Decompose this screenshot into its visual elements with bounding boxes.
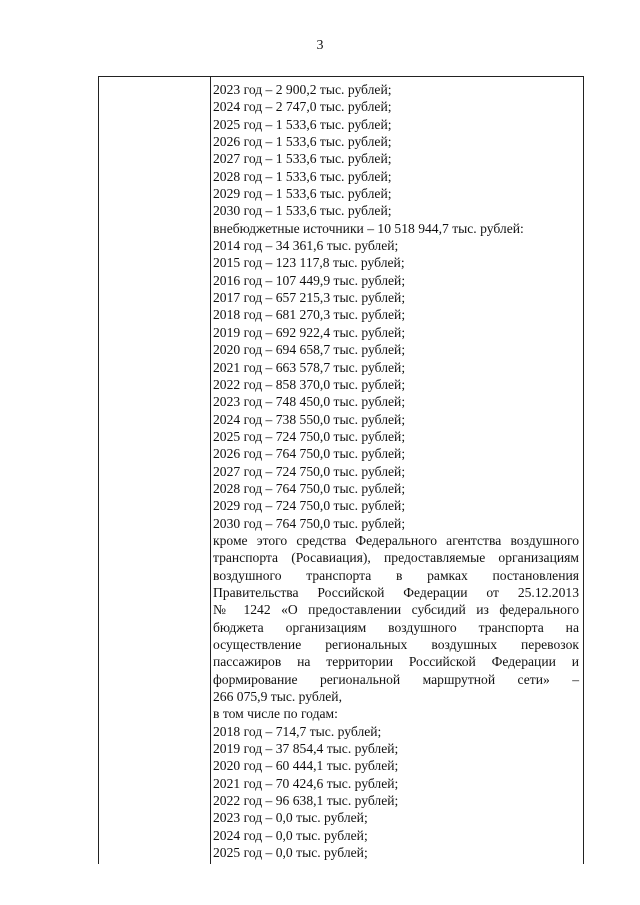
text-line: 2024 год – 0,0 тыс. рублей; (213, 827, 368, 843)
text-line: 2022 год – 96 638,1 тыс. рублей; (213, 793, 399, 809)
text-line: 2025 год – 1 533,6 тыс. рублей; (213, 116, 392, 132)
text-line: 2024 год – 2 747,0 тыс. рублей; (213, 99, 392, 115)
text-line: 2028 год – 764 750,0 тыс. рублей; (213, 480, 406, 496)
text-line: 2017 год – 657 215,3 тыс. рублей; (213, 290, 406, 306)
text-line: 2018 год – 714,7 тыс. рублей; (213, 723, 382, 739)
text-line: 2023 год – 0,0 тыс. рублей; (213, 810, 368, 826)
text-line: осуществление региональных воздушных перевозок (213, 637, 579, 652)
text-line: 2027 год – 1 533,6 тыс. рублей; (213, 151, 392, 167)
text-line: 2019 год – 37 854,4 тыс. рублей; (213, 741, 399, 757)
text-line: 2021 год – 70 424,6 тыс. рублей; (213, 775, 399, 791)
text-line: 2019 год – 692 922,4 тыс. рублей; (213, 324, 406, 340)
text-line: 2015 год – 123 117,8 тыс. рублей; (213, 255, 405, 271)
funding-list-a (213, 81, 579, 532)
text-line: 2023 год – 748 450,0 тыс. рублей; (213, 394, 406, 410)
text-line: 2030 год – 764 750,0 тыс. рублей; (213, 515, 406, 531)
text-line: 2029 год – 724 750,0 тыс. рублей; (213, 498, 406, 514)
text-line: 2022 год – 858 370,0 тыс. рублей; (213, 376, 406, 392)
text-line: 2029 год – 1 533,6 тыс. рублей; (213, 186, 392, 202)
text-line: 2030 год – 1 533,6 тыс. рублей; (213, 203, 392, 219)
document-table (98, 76, 584, 864)
text-line: 2014 год – 34 361,6 тыс. рублей; (213, 238, 399, 254)
text-line: транспорта (Росавиация), предоставляемые организациям (213, 550, 579, 566)
text-line: формирование региональной маршрутной сети» – (213, 671, 579, 687)
text-line: кроме этого средства Федерального агентства воздушного (213, 532, 579, 548)
text-line: воздушного транспорта в рамках постановления (213, 567, 579, 583)
table-left-cell (99, 77, 210, 864)
text-line: в том числе по годам: (213, 706, 338, 722)
text-line: внебюджетные источники – 10 518 944,7 тыс. рублей: (213, 220, 524, 236)
text-line: 2025 год – 0,0 тыс. рублей; (213, 845, 368, 861)
text-line: 2021 год – 663 578,7 тыс. рублей; (213, 359, 406, 375)
funding-paragraph (213, 532, 579, 688)
text-line: 2020 год – 60 444,1 тыс. рублей; (213, 758, 399, 774)
text-line: бюджета организациям воздушного транспорта на (213, 619, 579, 635)
text-line: пассажиров на территории Российской Федерации и (213, 654, 579, 670)
text-line: 2023 год – 2 900,2 тыс. рублей; (213, 82, 392, 97)
text-line: 266 075,9 тыс. рублей, (213, 689, 342, 705)
text-line: Правительства Российской Федерации от 25.12.2013 (213, 584, 579, 600)
text-line: 2016 год – 107 449,9 тыс. рублей; (213, 272, 406, 288)
text-line: 2026 год – 764 750,0 тыс. рублей; (213, 446, 406, 462)
text-line: 2025 год – 724 750,0 тыс. рублей; (213, 428, 406, 444)
column-divider (210, 77, 211, 864)
text-line: 2018 год – 681 270,3 тыс. рублей; (213, 307, 406, 323)
page-number: 3 (316, 38, 324, 53)
text-line: 2024 год – 738 550,0 тыс. рублей; (213, 411, 406, 427)
text-line: 2027 год – 724 750,0 тыс. рублей; (213, 463, 406, 479)
table-right-cell (213, 81, 579, 861)
text-line: 2028 год – 1 533,6 тыс. рублей; (213, 168, 392, 184)
text-line: 2020 год – 694 658,7 тыс. рублей; (213, 342, 406, 358)
text-line: 2026 год – 1 533,6 тыс. рублей; (213, 134, 392, 150)
funding-list-b (213, 688, 579, 861)
text-line: № 1242 «О предоставлении субсидий из федерального (213, 602, 579, 618)
